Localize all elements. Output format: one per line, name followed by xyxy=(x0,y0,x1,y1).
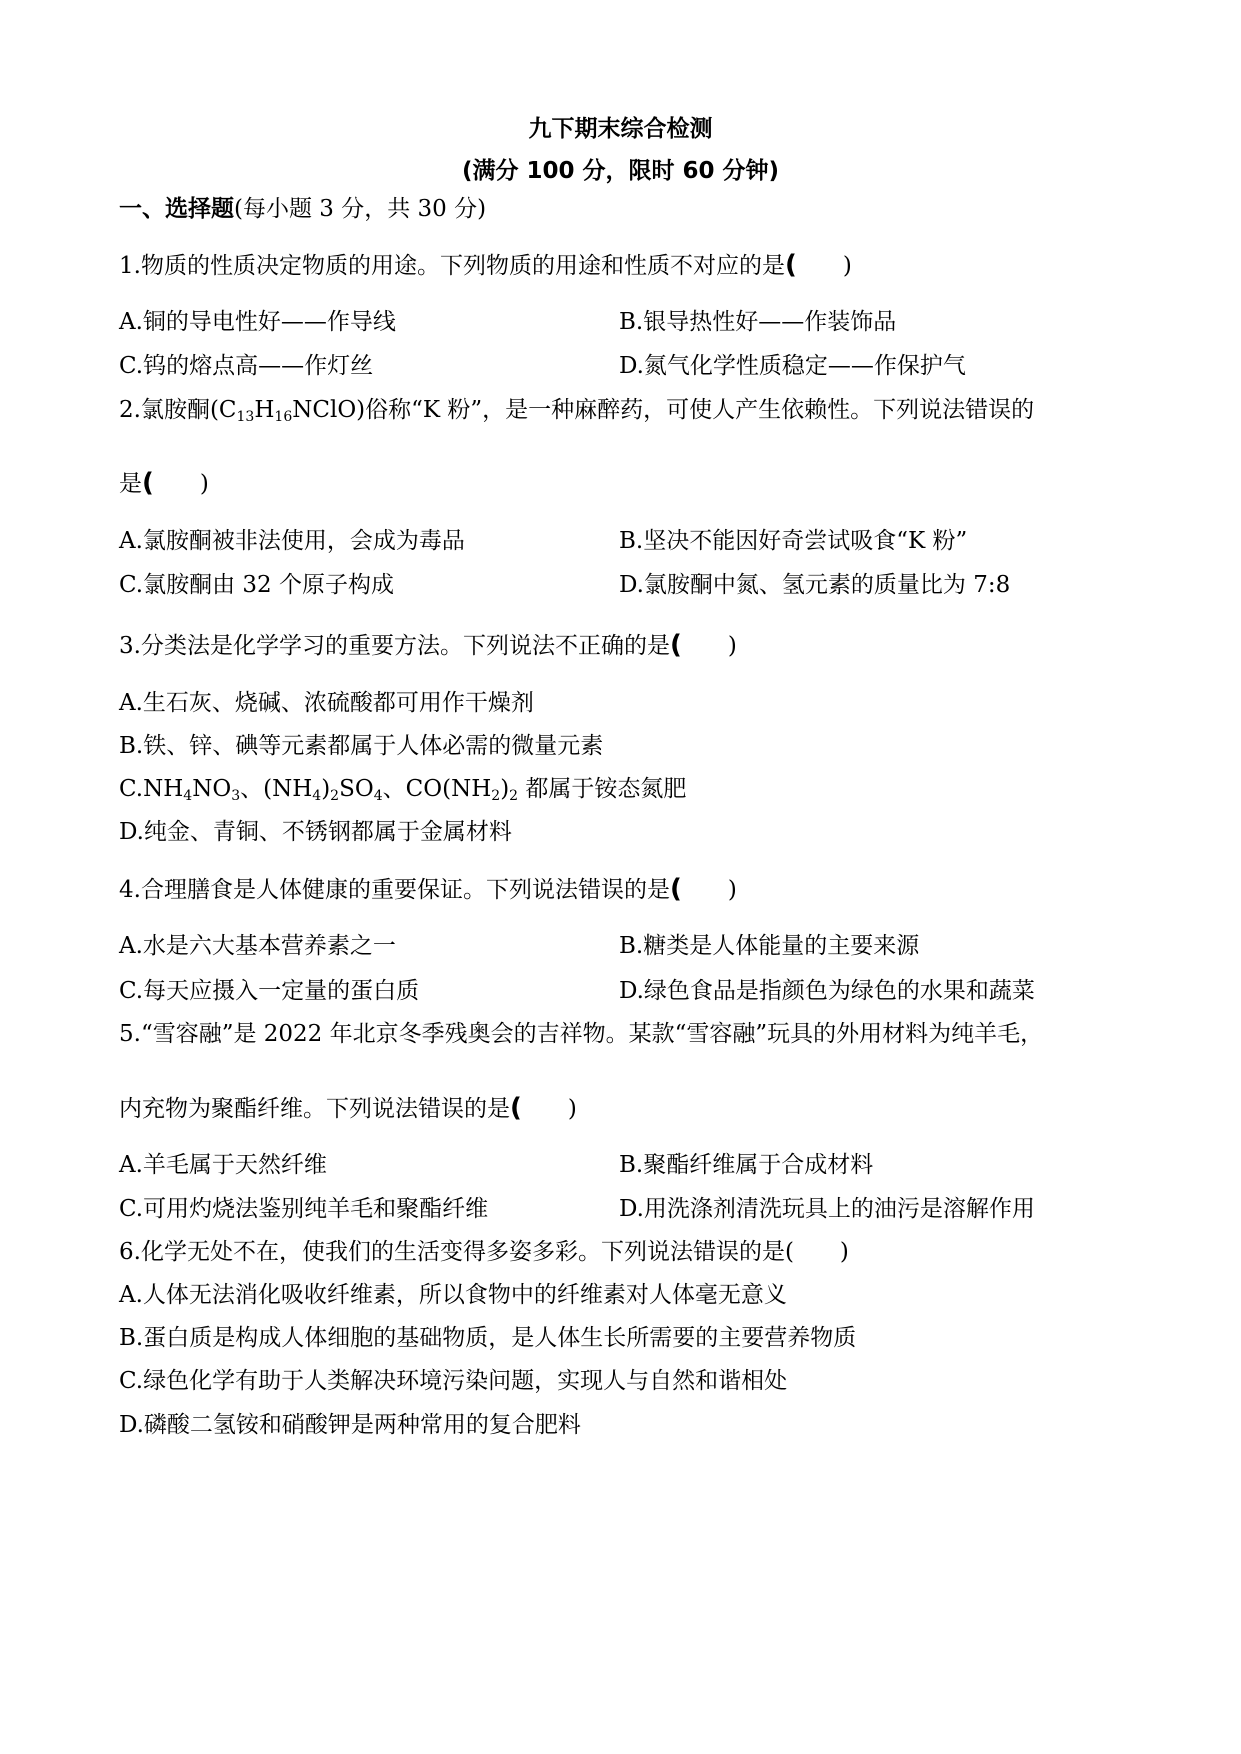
option-a: A.人体无法消化吸收纤维素，所以食物中的纤维素对人体毫无意义 xyxy=(119,1282,787,1308)
option-c: C.钨的熔点高——作灯丝 xyxy=(119,353,374,379)
answer-bracket: ( xyxy=(142,468,154,498)
option-a: A.生石灰、烧碱、浓硫酸都可用作干燥剂 xyxy=(119,690,534,716)
option-a: A.羊毛属于天然纤维 xyxy=(119,1152,327,1178)
section-title: 一、选择题 xyxy=(119,196,234,222)
option-c: C.氯胺酮由 32 个原子构成 xyxy=(119,572,394,598)
option-c: C.每天应摄入一定量的蛋白质 xyxy=(119,978,420,1004)
question-5-stem-cont xyxy=(119,1093,577,1124)
question-4-stem xyxy=(119,874,737,905)
question-text: 内充物为聚酯纤维。下列说法错误的是 xyxy=(119,1096,510,1122)
page-title: 九下期末综合检测 xyxy=(528,116,713,142)
option-a: A.铜的导电性好——作导线 xyxy=(119,309,396,335)
question-text: 3.分类法是化学学习的重要方法。下列说法不正确的是 xyxy=(119,633,670,659)
answer-bracket: ( xyxy=(784,250,797,280)
section-heading xyxy=(119,194,486,224)
option-d: D.纯金、青铜、不锈钢都属于金属材料 xyxy=(119,819,512,845)
question-text: 1.物质的性质决定物质的用途。下列物质的用途和性质不对应的是 xyxy=(119,253,785,279)
formula-part: H xyxy=(254,397,275,423)
question-text: 4.合理膳食是人体健康的重要保证。下列说法错误的是 xyxy=(119,877,670,903)
option-b: B.糖类是人体能量的主要来源 xyxy=(619,933,920,959)
question-6-stem: 6.化学无处不在，使我们的生活变得多姿多彩。下列说法错误的是( ) xyxy=(119,1239,849,1265)
answer-bracket: ( xyxy=(669,630,682,660)
option-d: D.氯胺酮中氮、氢元素的质量比为 7:8 xyxy=(619,572,1011,598)
option-c: C.可用灼烧法鉴别纯羊毛和聚酯纤维 xyxy=(119,1196,489,1222)
option-c: C.绿色化学有助于人类解决环境污染问题，实现人与自然和谐相处 xyxy=(119,1368,788,1394)
option-b: B.聚酯纤维属于合成材料 xyxy=(619,1152,874,1178)
option-d: D.氮气化学性质稳定——作保护气 xyxy=(619,353,966,379)
option-a: A.水是六大基本营养素之一 xyxy=(119,933,396,959)
option-a: A.氯胺酮被非法使用，会成为毒品 xyxy=(119,528,465,554)
answer-blank: ) xyxy=(681,633,737,659)
answer-bracket: ( xyxy=(510,1093,522,1123)
question-5-stem: 5.“雪容融”是 2022 年北京冬季残奥会的吉祥物。某款“雪容融”玩具的外用材料为纯羊毛， xyxy=(119,1021,1044,1047)
question-text: NClO)俗称“K 粉”，是一种麻醉药，可使人产生依赖性。下列说法错误的 xyxy=(292,397,1035,423)
question-2-stem xyxy=(119,395,1034,425)
option-d: D.绿色食品是指颜色为绿色的水果和蔬菜 xyxy=(619,978,1035,1004)
question-text: 是 xyxy=(119,471,142,497)
option-d: D.用洗涤剂清洗玩具上的油污是溶解作用 xyxy=(619,1196,1035,1222)
option-b: B.坚决不能因好奇尝试吸食“K 粉” xyxy=(619,528,968,554)
answer-blank: ) xyxy=(681,877,737,903)
answer-blank: ) xyxy=(796,253,852,279)
question-text: 2.氯胺酮(C xyxy=(119,397,237,423)
answer-blank: ) xyxy=(153,471,209,497)
option-b: B.蛋白质是构成人体细胞的基础物质，是人体生长所需要的主要营养物质 xyxy=(119,1325,857,1351)
question-1-stem xyxy=(119,250,852,281)
page-subtitle: (满分 100 分，限时 60 分钟) xyxy=(461,158,780,184)
subscript: 13 xyxy=(236,409,255,425)
option-b: B.铁、锌、碘等元素都属于人体必需的微量元素 xyxy=(119,733,604,759)
option-c: $C.NH_4NO_3$、$(NH_4)_2SO_4$、$CO(NH_2)_2$ 都属于铵态氮肥 xyxy=(119,776,687,804)
option-d: D.磷酸二氢铵和硝酸钾是两种常用的复合肥料 xyxy=(119,1412,581,1438)
option-b: B.银导热性好——作装饰品 xyxy=(619,309,897,335)
question-3-stem xyxy=(119,630,737,661)
subscript: 16 xyxy=(274,409,293,425)
section-note: (每小题 3 分，共 30 分) xyxy=(234,196,487,222)
answer-bracket: ( xyxy=(669,874,682,904)
answer-blank: ) xyxy=(521,1096,577,1122)
question-2-stem-cont xyxy=(119,468,209,499)
